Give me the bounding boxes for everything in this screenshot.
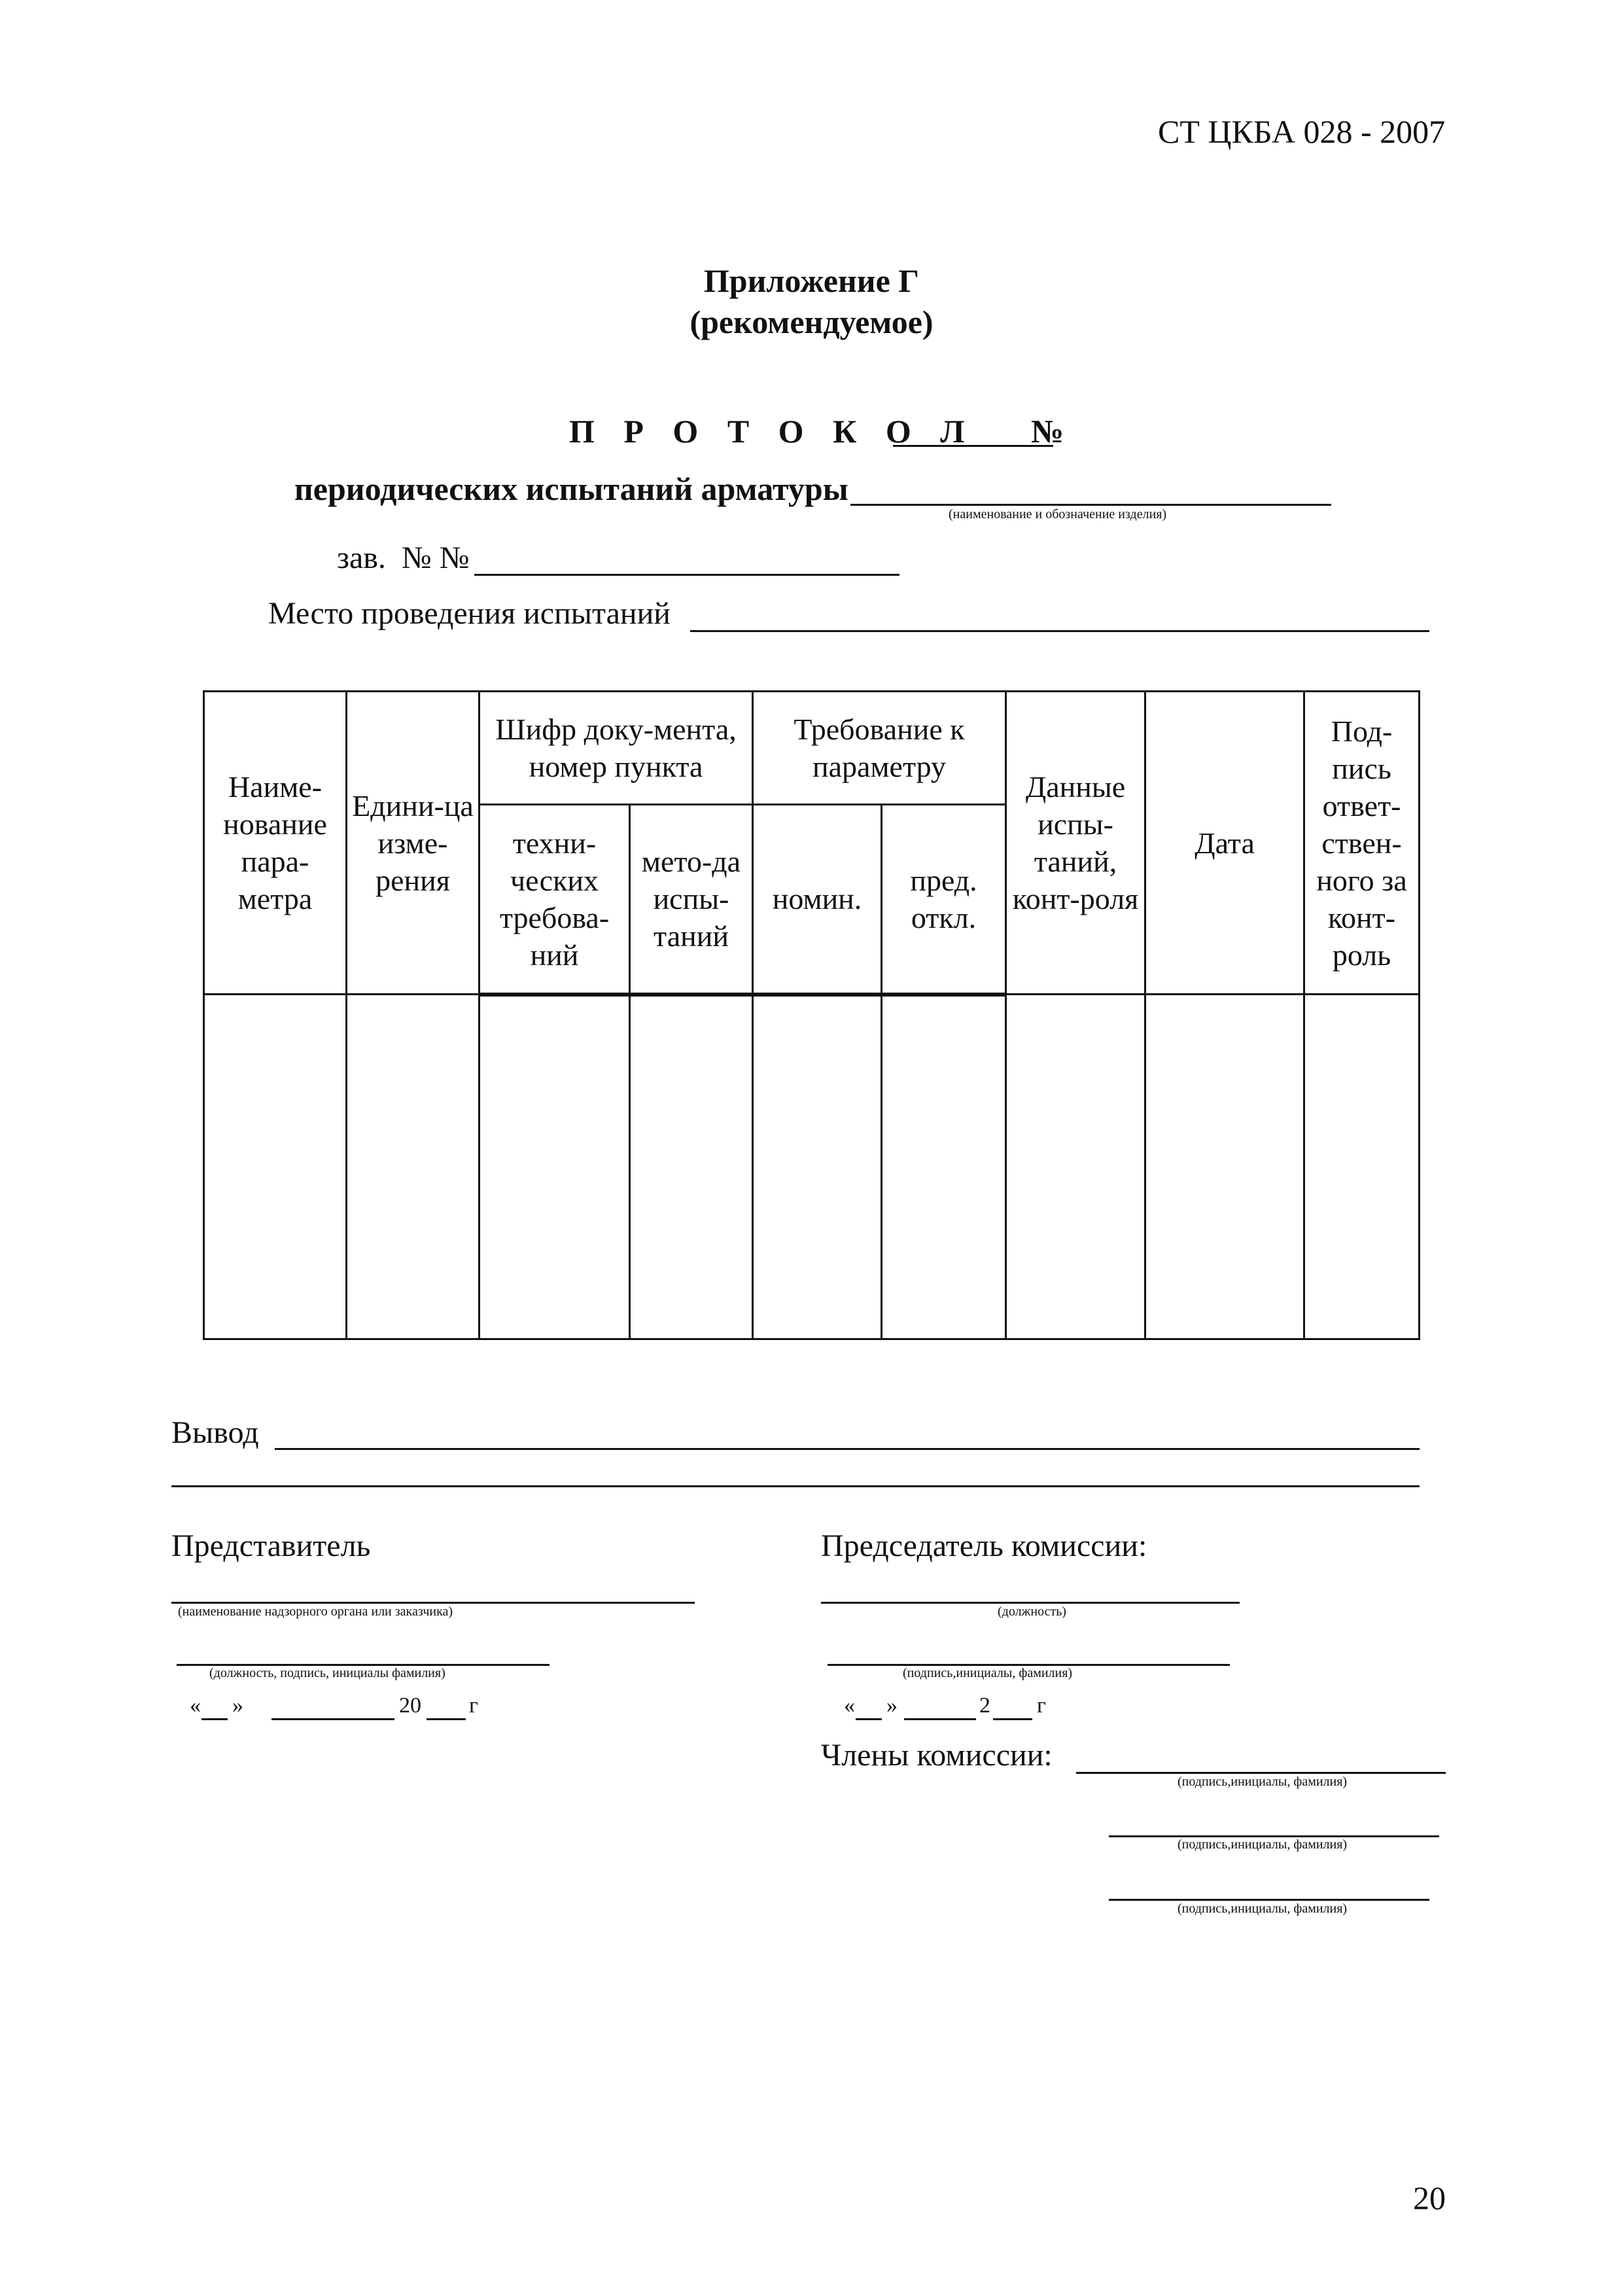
protocol-subject: периодических испытаний арматуры [294,470,848,507]
representative-position-hint: (должность, подпись, инициалы фамилия) [209,1666,445,1680]
table-cell[interactable] [882,995,1006,1339]
col-unit: Едини-ца изме-рения [347,692,480,995]
col-tech-req: техни-ческих требова-ний [480,805,630,995]
table-cell[interactable] [347,995,480,1339]
serial-label: зав. № № [337,540,470,575]
document-code: СТ ЦКБА 028 - 2007 [1158,113,1446,150]
table-cell[interactable] [480,995,630,1339]
representative-label: Представитель [171,1528,371,1563]
member-hint-1: (подпись,инициалы, фамилия) [1178,1775,1348,1789]
representative-org-hint: (наименование надзорного органа или заказчика) [178,1604,453,1619]
appendix-title: Приложение Г [703,262,920,299]
conclusion-line-1[interactable] [275,1448,1420,1450]
col-doc-code-group: Шифр доку-мента, номер пункта [480,692,753,805]
place-label: Место проведения испытаний [268,596,671,631]
chairman-signature-hint: (подпись,инициалы, фамилия) [903,1666,1073,1680]
date-month-line[interactable] [904,1718,976,1720]
col-param-name: Наиме-нование пара-метра [204,692,347,995]
date-day-line[interactable] [201,1718,228,1720]
col-signature: Под-пись ответ-ствен-ного за конт-роль [1304,692,1420,995]
place-line[interactable] [690,630,1429,632]
representative-org-line[interactable] [171,1602,695,1604]
protocol-title: П Р О Т О К О Л № [569,413,1075,450]
chairman-position-hint: (должность) [998,1604,1066,1619]
col-nominal: номин. [753,805,882,995]
members-label: Члены комиссии: [821,1738,1053,1773]
member-hint-2: (подпись,инициалы, фамилия) [1178,1837,1348,1852]
member-line-3[interactable] [1109,1899,1429,1901]
date-month-line[interactable] [271,1718,394,1720]
col-date: Дата [1145,692,1304,995]
chairman-label: Председатель комиссии: [821,1528,1147,1563]
product-name-line[interactable] [850,504,1331,506]
col-requirement-group: Требование к параметру [753,692,1006,805]
table-cell[interactable] [1145,995,1304,1339]
conclusion-line-2[interactable] [171,1485,1420,1487]
date-day-line[interactable] [856,1718,882,1720]
table-cell[interactable] [1304,995,1420,1339]
date-year-line[interactable] [427,1718,466,1720]
table-cell[interactable] [204,995,347,1339]
table-cell[interactable] [1006,995,1145,1339]
col-test-data: Данные испы-таний, конт-роля [1006,692,1145,995]
member-line-1[interactable] [1076,1772,1446,1774]
conclusion-label: Вывод [171,1415,259,1450]
protocol-number-line[interactable] [893,445,1053,447]
appendix-subtitle: (рекомендуемое) [689,304,934,340]
product-name-hint: (наименование и обозначение изделия) [949,507,1167,521]
page-number: 20 [1413,2180,1446,2216]
chairman-position-line[interactable] [821,1602,1240,1604]
table-cell[interactable] [630,995,753,1339]
table-cell[interactable] [753,995,882,1339]
col-test-method: мето-да испы-таний [630,805,753,995]
date-year-line[interactable] [993,1718,1032,1720]
serial-line[interactable] [474,574,899,576]
col-deviation: пред. откл. [882,805,1006,995]
table-row [204,995,1420,1339]
protocol-table [203,690,1420,1340]
member-hint-3: (подпись,инициалы, фамилия) [1178,1901,1348,1916]
